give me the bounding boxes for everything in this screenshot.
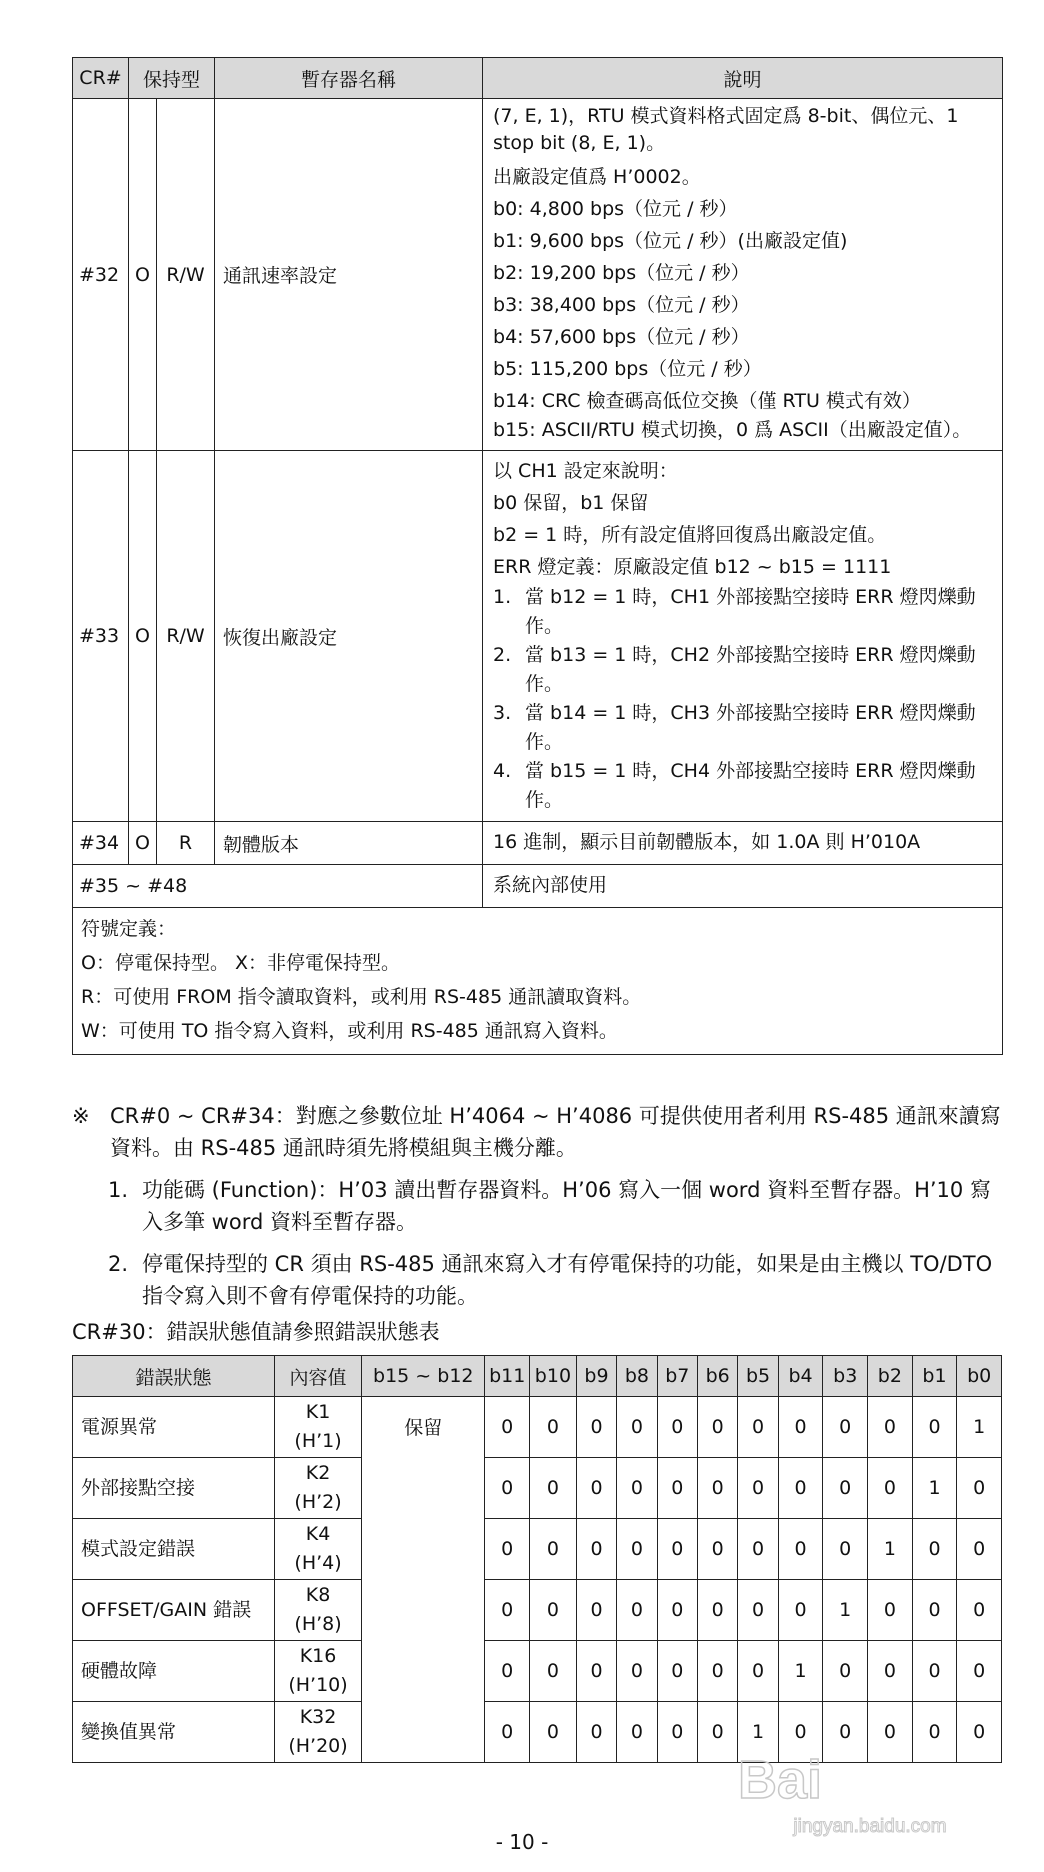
bit-value: 0 [697, 1641, 737, 1702]
desc-line: b15: ASCII/RTU 模式切換，0 爲 ASCII（出廠設定值）。 [493, 419, 972, 441]
bit-value: 0 [957, 1702, 1002, 1763]
content-value-hex: (H’2) [294, 1491, 342, 1513]
error-header-cell: b1 [912, 1356, 957, 1397]
bit-value: 0 [697, 1458, 737, 1519]
bit-value: 0 [485, 1580, 530, 1641]
error-table-caption: CR#30：錯誤狀態值請參照錯誤狀態表 [72, 1320, 440, 1344]
bit-value: 0 [617, 1458, 657, 1519]
header-cr: CR# [73, 58, 129, 99]
content-value [274, 1458, 361, 1519]
error-header-cell: b2 [868, 1356, 913, 1397]
bit-value: 0 [868, 1458, 913, 1519]
bit-value: 0 [738, 1519, 778, 1580]
list-text: 功能碼 (Function)：H’03 讀出暫存器資料。H’06 寫入一個 word 資料至暫存器。H’10 寫入多筆 word 資料至暫存器。 [142, 1178, 991, 1234]
bit-value: 0 [912, 1519, 957, 1580]
retain-type: O [129, 822, 157, 865]
note-mark: ※ [72, 1104, 90, 1128]
desc-line: b0: 4,800 bps（位元 / 秒） [493, 198, 738, 220]
error-status-table [72, 1355, 1002, 1763]
register-description: 16 進制，顯示目前韌體版本，如 1.0A 則 H’010A [483, 822, 1003, 865]
bit-value: 0 [957, 1641, 1002, 1702]
legend-row [73, 908, 1003, 1055]
list-text: 當 b12 = 1 時，CH1 外部接點空接時 ERR 燈閃爍動作。 [525, 586, 976, 637]
error-row [73, 1519, 1002, 1580]
error-header-cell: b5 [738, 1356, 778, 1397]
error-status: 外部接點空接 [73, 1458, 275, 1519]
content-value [274, 1580, 361, 1641]
bit-value: 0 [738, 1641, 778, 1702]
bit-value: 0 [697, 1702, 737, 1763]
cr-number: #33 [73, 451, 129, 822]
bit-value: 0 [530, 1397, 577, 1458]
error-status: OFFSET/GAIN 錯誤 [73, 1580, 275, 1641]
table-row-cr34 [73, 822, 1003, 865]
bit-value: 0 [697, 1580, 737, 1641]
error-header-cell: b11 [485, 1356, 530, 1397]
bit-value: 0 [778, 1397, 823, 1458]
bit-value: 0 [657, 1397, 697, 1458]
cr-number-range: #35 ~ #48 [73, 865, 483, 908]
bit-value: 0 [530, 1519, 577, 1580]
desc-line: b5: 115,200 bps（位元 / 秒） [493, 358, 762, 380]
list-number: 2. [108, 1252, 129, 1276]
content-value [274, 1397, 361, 1458]
access-mode: R/W [157, 451, 215, 822]
error-row [73, 1397, 1002, 1458]
desc-line: b4: 57,600 bps（位元 / 秒） [493, 326, 750, 348]
bit-value: 0 [485, 1519, 530, 1580]
bit-value: 0 [617, 1519, 657, 1580]
error-status: 模式設定錯誤 [73, 1519, 275, 1580]
cr-register-table [72, 57, 1003, 1055]
bit-value: 0 [778, 1580, 823, 1641]
note-list-item [108, 1174, 1006, 1238]
list-item [493, 757, 992, 815]
bit-value: 0 [868, 1641, 913, 1702]
error-header-cell: 內容值 [274, 1356, 361, 1397]
access-mode: R [157, 822, 215, 865]
bit-value: 0 [738, 1580, 778, 1641]
bit-value: 0 [530, 1458, 577, 1519]
content-value-k: K8 [305, 1584, 331, 1606]
error-header-cell: b15 ~ b12 [362, 1356, 485, 1397]
error-header-cell: b10 [530, 1356, 577, 1397]
legend-line: R：可使用 FROM 指令讀取資料，或利用 RS-485 通訊讀取資料。 [81, 986, 642, 1008]
watermark-brand: Bai [738, 1750, 823, 1810]
retain-type: O [129, 99, 157, 451]
bit-value: 0 [738, 1397, 778, 1458]
table-row-cr32 [73, 99, 1003, 451]
bit-value: 1 [912, 1458, 957, 1519]
legend-line: W：可使用 TO 指令寫入資料，或利用 RS-485 通訊寫入資料。 [81, 1020, 618, 1042]
cr-header-row [73, 58, 1003, 99]
desc-line: ERR 燈定義：原廠設定值 b12 ~ b15 = 1111 [493, 556, 892, 578]
bit-value: 0 [657, 1641, 697, 1702]
bit-value: 0 [485, 1641, 530, 1702]
bit-value: 1 [868, 1519, 913, 1580]
bit-value: 0 [576, 1702, 616, 1763]
header-register-name: 暫存器名稱 [215, 58, 483, 99]
bit-value: 0 [912, 1580, 957, 1641]
error-row [73, 1458, 1002, 1519]
bit-value: 0 [868, 1580, 913, 1641]
bit-value: 0 [576, 1519, 616, 1580]
bit-value: 0 [485, 1458, 530, 1519]
bit-value: 0 [576, 1580, 616, 1641]
bit-value: 0 [530, 1702, 577, 1763]
bit-value: 0 [576, 1458, 616, 1519]
bit-value: 0 [957, 1458, 1002, 1519]
watermark-site: jingyan.baidu.com [793, 1816, 947, 1837]
page-number: - 10 - [495, 1830, 549, 1854]
bit-value: 0 [738, 1458, 778, 1519]
error-header-cell: b9 [576, 1356, 616, 1397]
error-header-cell: b4 [778, 1356, 823, 1397]
list-item [493, 583, 992, 641]
bit-value: 0 [485, 1702, 530, 1763]
bit-value: 1 [738, 1702, 778, 1763]
content-value [274, 1702, 361, 1763]
symbol-legend [73, 908, 1003, 1055]
error-status: 電源異常 [73, 1397, 275, 1458]
content-value [274, 1519, 361, 1580]
note-text: CR#0 ~ CR#34：對應之參數位址 H’4064 ~ H’4086 可提供使用者利用 RS-485 通訊來讀寫資料。由 RS-485 通訊時須先將模組與主機分離。 [110, 1104, 1001, 1160]
content-value-hex: (H’10) [288, 1674, 348, 1696]
list-text: 當 b14 = 1 時，CH3 外部接點空接時 ERR 燈閃爍動作。 [525, 702, 976, 753]
bit-value: 0 [530, 1580, 577, 1641]
bit-value: 0 [912, 1397, 957, 1458]
access-mode: R/W [157, 99, 215, 451]
bit-value: 1 [823, 1580, 868, 1641]
register-description [483, 99, 1003, 451]
cr-number: #32 [73, 99, 129, 451]
list-item [493, 641, 992, 699]
table-row-cr35-48 [73, 865, 1003, 908]
bit-value: 0 [485, 1397, 530, 1458]
legend-line: 符號定義： [81, 918, 177, 940]
bit-value: 0 [823, 1397, 868, 1458]
desc-line: b3: 38,400 bps（位元 / 秒） [493, 294, 750, 316]
list-number: 1. [493, 586, 512, 608]
bit-value: 0 [697, 1397, 737, 1458]
cr-number: #34 [73, 822, 129, 865]
bit-value: 0 [957, 1519, 1002, 1580]
error-header-cell: b3 [823, 1356, 868, 1397]
desc-line: (7, E, 1)，RTU 模式資料格式固定爲 8-bit、偶位元、1 stop bit (8, E, 1)。 [493, 105, 959, 154]
bit-value: 0 [697, 1519, 737, 1580]
error-header-cell: b7 [657, 1356, 697, 1397]
desc-line: 出廠設定值爲 H’0002。 [493, 166, 701, 188]
bit-value: 0 [657, 1519, 697, 1580]
note-paragraph [72, 1100, 1006, 1164]
error-row [73, 1702, 1002, 1763]
error-header-row [73, 1356, 1002, 1397]
bit-value: 0 [868, 1702, 913, 1763]
list-text: 停電保持型的 CR 須由 RS-485 通訊來寫入才有停電保持的功能，如果是由主機以 TO/DTO 指令寫入則不會有停電保持的功能。 [142, 1252, 993, 1308]
content-value-hex: (H’20) [288, 1735, 348, 1757]
note-list-item [108, 1248, 1006, 1312]
register-name: 通訊速率設定 [215, 99, 483, 451]
bit-value: 0 [617, 1702, 657, 1763]
register-name: 恢復出廠設定 [215, 451, 483, 822]
table-row-cr33 [73, 451, 1003, 822]
desc-line: 以 CH1 設定來說明： [493, 460, 678, 482]
content-value-hex: (H’4) [294, 1552, 342, 1574]
bit-value: 0 [868, 1397, 913, 1458]
bit-value: 0 [912, 1702, 957, 1763]
list-text: 當 b13 = 1 時，CH2 外部接點空接時 ERR 燈閃爍動作。 [525, 644, 976, 695]
register-name: 韌體版本 [215, 822, 483, 865]
bit-value: 0 [778, 1702, 823, 1763]
bit-value: 0 [823, 1702, 868, 1763]
content-value-hex: (H’8) [294, 1613, 342, 1635]
desc-line: b0 保留，b1 保留 [493, 492, 649, 514]
bit-value: 0 [823, 1641, 868, 1702]
list-number: 1. [108, 1178, 129, 1202]
bit-value: 1 [778, 1641, 823, 1702]
bit-value: 0 [657, 1702, 697, 1763]
retain-type: O [129, 451, 157, 822]
header-retain: 保持型 [129, 58, 215, 99]
content-value-k: K4 [305, 1523, 331, 1545]
bit-value: 0 [657, 1580, 697, 1641]
notes-section [72, 1100, 1006, 1312]
error-header-cell: b8 [617, 1356, 657, 1397]
bit-value: 0 [778, 1519, 823, 1580]
bit-value: 0 [778, 1458, 823, 1519]
error-status: 變換值異常 [73, 1702, 275, 1763]
content-value-k: K1 [305, 1401, 331, 1423]
list-number: 2. [493, 644, 512, 666]
error-header-cell: b6 [697, 1356, 737, 1397]
register-description [483, 451, 1003, 822]
register-description: 系統內部使用 [483, 865, 1003, 908]
bit-value: 0 [617, 1580, 657, 1641]
reserved-bits: 保留 [362, 1397, 485, 1763]
bit-value: 0 [530, 1641, 577, 1702]
list-item [493, 699, 992, 757]
bit-value: 0 [957, 1580, 1002, 1641]
desc-line: b2 = 1 時，所有設定值將回復爲出廠設定值。 [493, 524, 887, 546]
error-table-body [73, 1397, 1002, 1763]
content-value-k: K32 [299, 1706, 337, 1728]
error-row [73, 1580, 1002, 1641]
bit-value: 0 [657, 1458, 697, 1519]
error-header-cell: 錯誤狀態 [73, 1356, 275, 1397]
list-text: 當 b15 = 1 時，CH4 外部接點空接時 ERR 燈閃爍動作。 [525, 760, 976, 811]
list-number: 4. [493, 760, 512, 782]
content-value-k: K2 [305, 1462, 331, 1484]
bit-value: 1 [957, 1397, 1002, 1458]
list-number: 3. [493, 702, 512, 724]
bit-value: 0 [576, 1397, 616, 1458]
bit-value: 0 [823, 1458, 868, 1519]
bit-value: 0 [823, 1519, 868, 1580]
content-value-k: K16 [299, 1645, 337, 1667]
bit-value: 0 [912, 1641, 957, 1702]
bit-value: 0 [617, 1397, 657, 1458]
desc-line: b14: CRC 檢查碼高低位交換（僅 RTU 模式有效） [493, 390, 921, 412]
bit-value: 0 [576, 1641, 616, 1702]
error-row [73, 1641, 1002, 1702]
bit-value: 0 [617, 1641, 657, 1702]
desc-line: b2: 19,200 bps（位元 / 秒） [493, 262, 750, 284]
content-value [274, 1641, 361, 1702]
desc-line: b1: 9,600 bps（位元 / 秒）(出廠設定值) [493, 230, 848, 252]
error-status: 硬體故障 [73, 1641, 275, 1702]
legend-line: O：停電保持型。 X：非停電保持型。 [81, 952, 401, 974]
error-header-cell: b0 [957, 1356, 1002, 1397]
content-value-hex: (H’1) [294, 1430, 342, 1452]
header-description: 說明 [483, 58, 1003, 99]
